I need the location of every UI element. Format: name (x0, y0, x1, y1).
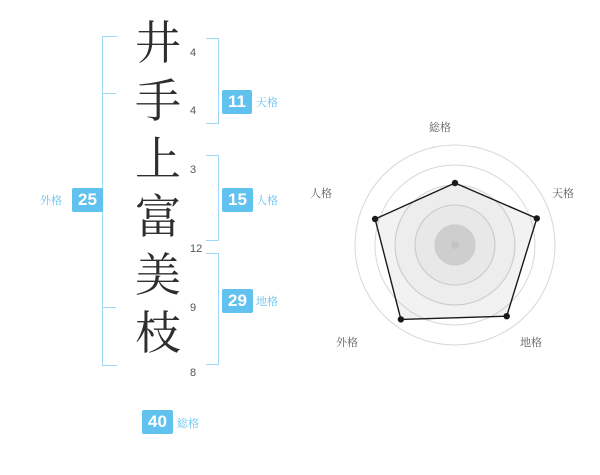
radar-label-gaikaku: 外格 (336, 337, 358, 349)
gaikaku-label: 外格 (40, 195, 62, 207)
kanji-char: 手 (135, 74, 181, 128)
stroke-count: 12 (190, 243, 203, 255)
kanji-char: 井 (135, 16, 181, 70)
chikaku-label: 地格 (256, 296, 278, 308)
gaikaku-tick-upper (102, 93, 116, 95)
radar-chart (310, 0, 600, 470)
jinkaku-value: 15 (222, 188, 253, 212)
chikaku-value: 29 (222, 289, 253, 313)
kanji-char: 上 (135, 132, 181, 186)
gaikaku-bracket-top (102, 36, 117, 147)
kanji-char: 枝 (135, 306, 181, 360)
gaikaku-value: 25 (72, 188, 103, 212)
jinkaku-bracket (206, 155, 219, 241)
radar-label-jinkaku: 人格 (310, 188, 332, 200)
stroke-count: 8 (190, 367, 197, 379)
stroke-count: 9 (190, 302, 197, 314)
soukaku-label: 総格 (177, 418, 199, 430)
radar-label-tenkaku: 天格 (552, 188, 574, 200)
jinkaku-label: 人格 (256, 195, 278, 207)
gaikaku-tick-lower (102, 307, 116, 309)
tenkaku-value: 11 (222, 90, 252, 114)
gaikaku-bracket-bottom (102, 253, 117, 366)
radar-label-soukaku: 総格 (429, 122, 451, 134)
kanji-char: 美 (135, 248, 181, 302)
soukaku-value: 40 (142, 410, 173, 434)
tenkaku-label: 天格 (256, 97, 278, 109)
kanji-char: 富 (135, 190, 181, 244)
kanji-column (128, 14, 188, 362)
radar-label-chikaku: 地格 (520, 337, 542, 349)
stroke-count: 4 (190, 105, 197, 117)
radar-svg (310, 0, 600, 470)
chikaku-bracket (206, 253, 219, 365)
tenkaku-bracket (206, 38, 219, 124)
stroke-count: 4 (190, 47, 197, 59)
stroke-count: 3 (190, 164, 197, 176)
